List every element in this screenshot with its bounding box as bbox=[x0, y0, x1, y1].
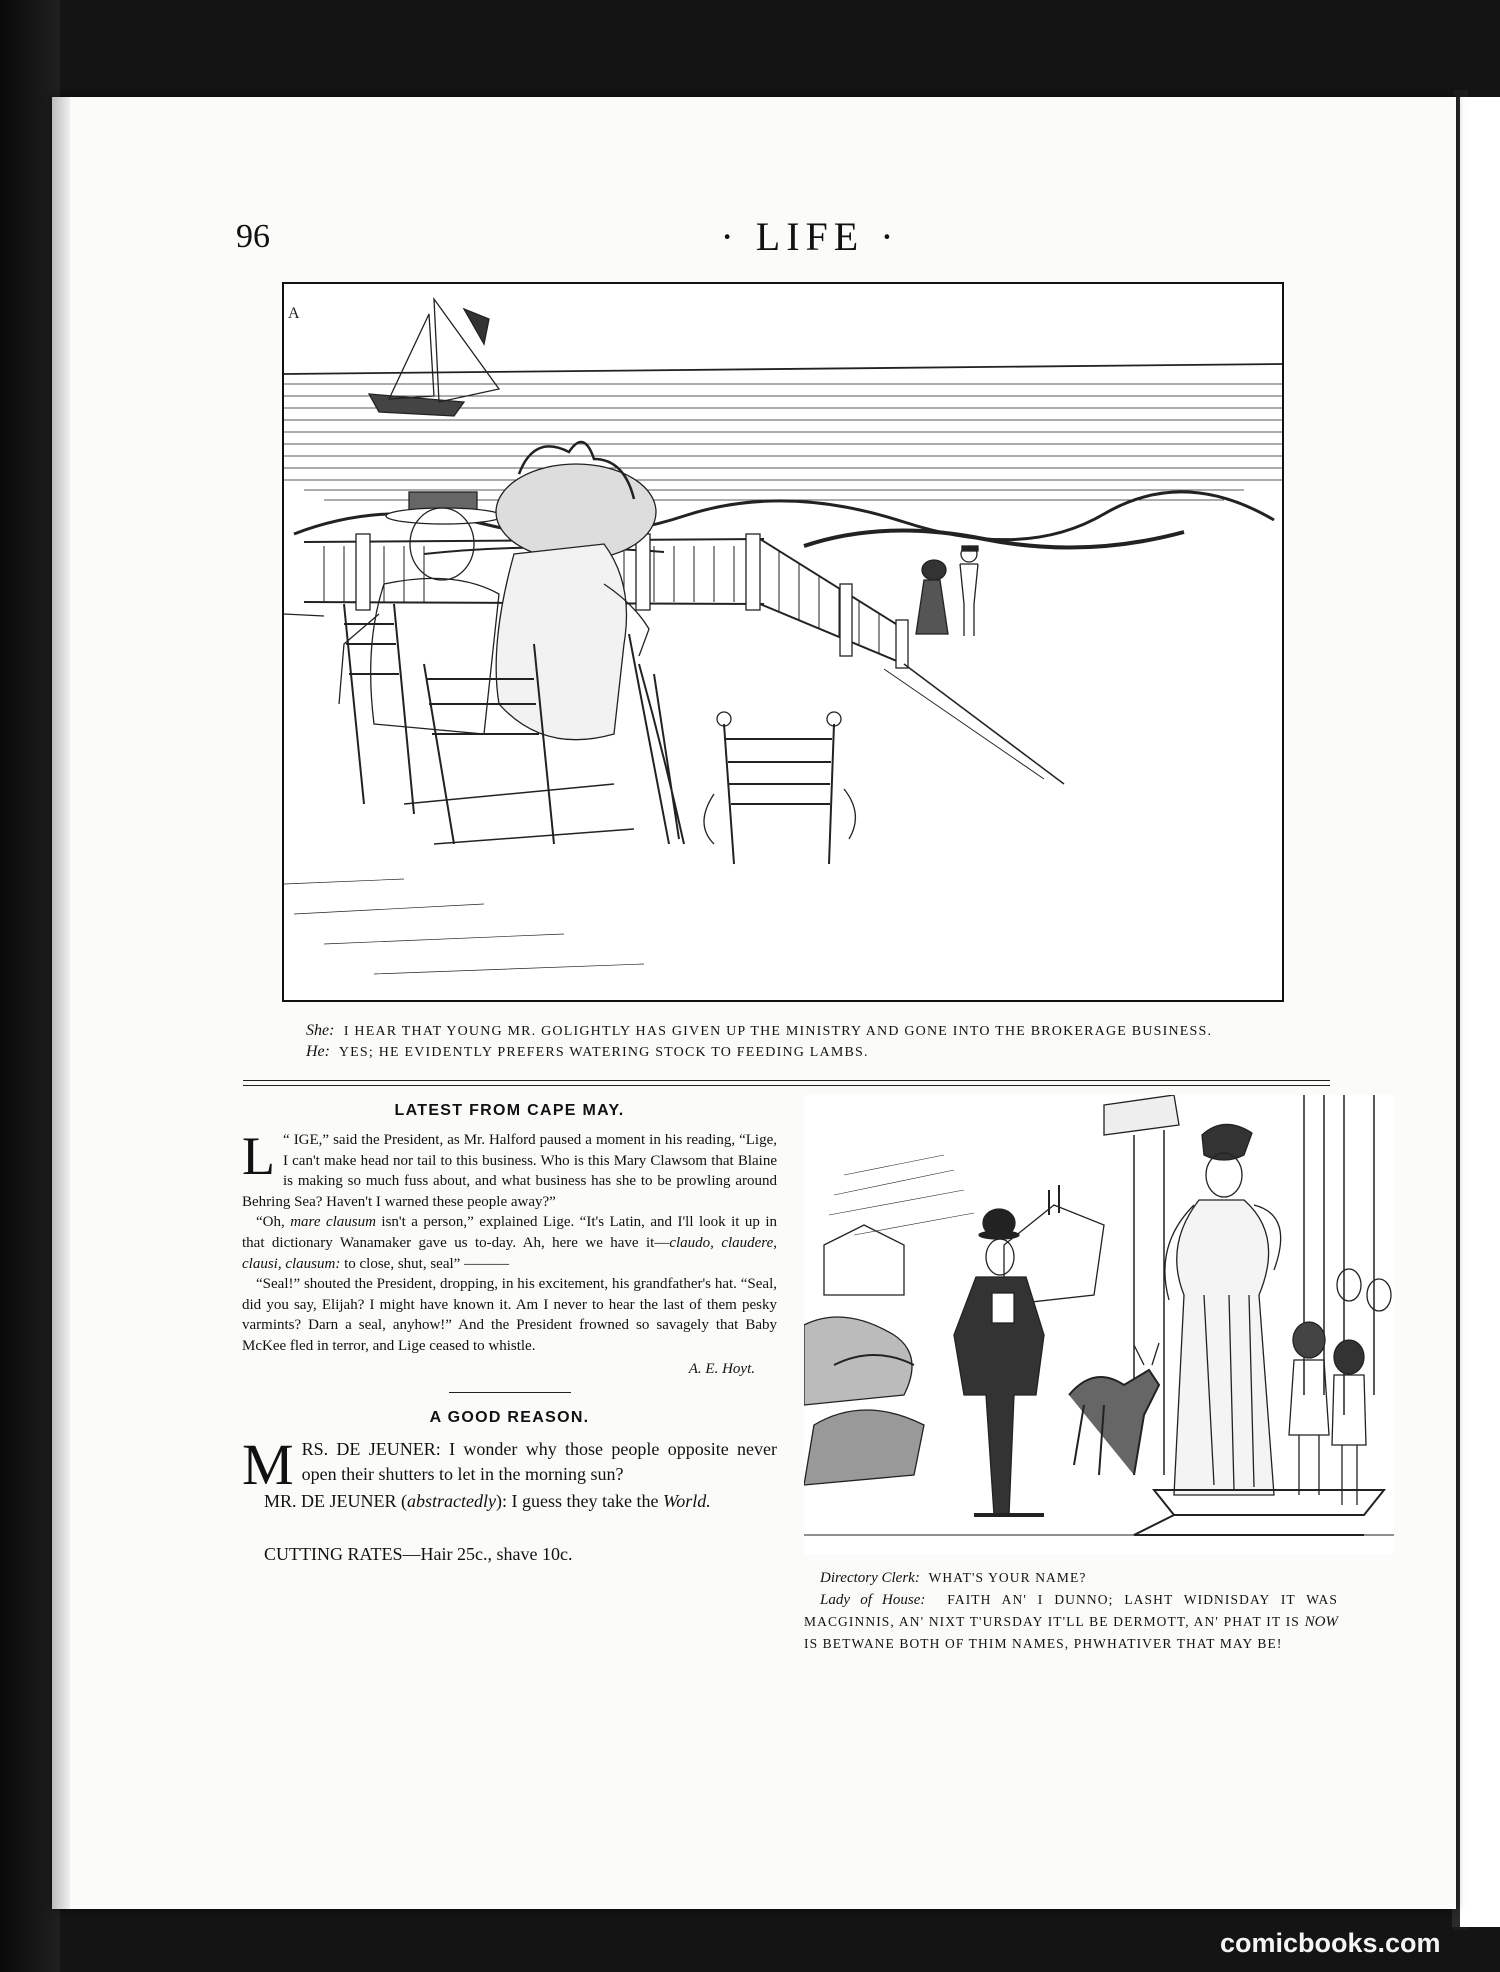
cape-may-p1-text: IGE,” said the President, as Mr. Halford paused a moment in his reading, “Lige, I can't make head nor tail to this business. Who is this Mary Clawsom that Blaine is making so much fuss about, and what business has she to be prowling around Behring Sea? Haven't I warned these people away?” bbox=[242, 1132, 777, 1210]
clerk-question: WHAT'S YOUR NAME? bbox=[928, 1570, 1087, 1585]
seaside-drawing bbox=[284, 284, 1282, 1000]
lady-answer-b: IS BETWANE BOTH OF THIM NAMES, PHWHATIVER THAT MAY BE! bbox=[804, 1636, 1283, 1651]
good-reason-p2-world: World. bbox=[662, 1490, 711, 1511]
cape-may-paragraph-1 bbox=[242, 1126, 777, 1212]
cape-may-p2-mare-clausum: mare clausum bbox=[290, 1214, 376, 1231]
page-gutter bbox=[52, 97, 70, 1909]
top-caption-speaker-he: He: bbox=[306, 1043, 330, 1060]
directory-clerk-illustration bbox=[804, 1095, 1394, 1555]
masthead-title: · LIFE · bbox=[720, 214, 900, 259]
seaside-porch-illustration bbox=[282, 282, 1284, 1002]
cape-may-p2-c: to close, shut, seal” ——— bbox=[344, 1255, 510, 1272]
cape-may-paragraph-3: “Seal!” shouted the President, dropping, in his excitement, his grandfather's hat. “Seal, did you say, Elijah? I might have known it. Am I never to hear the last of them pesky varmints? Darn a seal, anyhow!” And the President frowned so savagely that Baby McKee fled in terror, and Lige ceased to whistle. bbox=[242, 1276, 777, 1354]
cape-may-p2-b: isn't a person,” explained Lige. “It's Latin, and I'll look it up in that dictionary Wanamaker gave us to-day. Ah, here we have it— bbox=[242, 1214, 778, 1251]
good-reason-p2-a: MR. DE JEUNER ( bbox=[264, 1490, 407, 1511]
good-reason-paragraph-1 bbox=[242, 1431, 777, 1497]
cutting-rates-joke: CUTTING RATES—Hair 25c., shave 10c. bbox=[264, 1543, 573, 1564]
top-caption-line-1 bbox=[306, 1020, 1212, 1042]
artist-monogram: A bbox=[288, 305, 300, 322]
right-caption-line-1 bbox=[804, 1567, 1338, 1589]
speaker-lady-of-house: Lady of House: bbox=[820, 1592, 926, 1608]
lady-answer-now: NOW bbox=[1304, 1614, 1338, 1630]
good-reason-p2-abstractedly: abstractedly bbox=[407, 1490, 496, 1511]
cape-may-dropcap: L bbox=[242, 1126, 275, 1186]
section-divider-top bbox=[243, 1080, 1330, 1081]
cape-may-p2-latin: claudo, claudere, clausi, clausum: bbox=[242, 1234, 777, 1272]
cape-may-paragraph-2 bbox=[242, 1212, 777, 1274]
scan-background bbox=[0, 0, 60, 1972]
cape-may-signature: A. E. Hoyt. bbox=[688, 1360, 755, 1377]
section-divider-bottom bbox=[243, 1085, 1330, 1086]
speaker-directory-clerk: Directory Clerk: bbox=[820, 1570, 920, 1586]
right-caption-line-2 bbox=[804, 1589, 1338, 1655]
short-divider bbox=[449, 1392, 571, 1393]
top-caption-text-he: YES; HE EVIDENTLY PREFERS WATERING STOCK TO FEEDING LAMBS. bbox=[338, 1045, 869, 1060]
street-scene-drawing bbox=[804, 1095, 1394, 1555]
top-caption-text-she: I HEAR THAT YOUNG MR. GOLIGHTLY HAS GIVEN UP THE MINISTRY AND GONE INTO THE BROKERAGE BUSINESS. bbox=[343, 1024, 1213, 1039]
cape-may-open-quote: “ bbox=[283, 1132, 290, 1148]
cape-may-p2-a: “Oh, bbox=[256, 1214, 285, 1231]
facing-page-edge bbox=[1452, 97, 1500, 1927]
page-number: 96 bbox=[236, 218, 270, 255]
good-reason-p1-text: RS. DE JEUNER: I wonder why those people opposite never open their shutters to let in the morning sun? bbox=[301, 1438, 777, 1484]
good-reason-p2-b: ): I guess they take the bbox=[495, 1490, 659, 1511]
good-reason-dropcap: M bbox=[242, 1431, 294, 1497]
watermark: comicbooks.com bbox=[1220, 1928, 1441, 1958]
good-reason-paragraph-2 bbox=[242, 1489, 777, 1514]
left-column bbox=[242, 1102, 777, 1565]
right-caption bbox=[804, 1567, 1338, 1655]
lady-answer-a: FAITH AN' I DUNNO; LASHT WIDNISDAY IT WAS MACGINNIS, AN' NIXT T'URSDAY IT'LL BE DERMOTT, AN' PHAT IT IS bbox=[804, 1592, 1339, 1629]
top-caption-line-2 bbox=[306, 1041, 869, 1063]
cape-may-heading: LATEST FROM CAPE MAY. bbox=[394, 1102, 625, 1119]
top-caption-speaker-she: She: bbox=[306, 1022, 335, 1039]
good-reason-heading: A GOOD REASON. bbox=[429, 1408, 590, 1426]
